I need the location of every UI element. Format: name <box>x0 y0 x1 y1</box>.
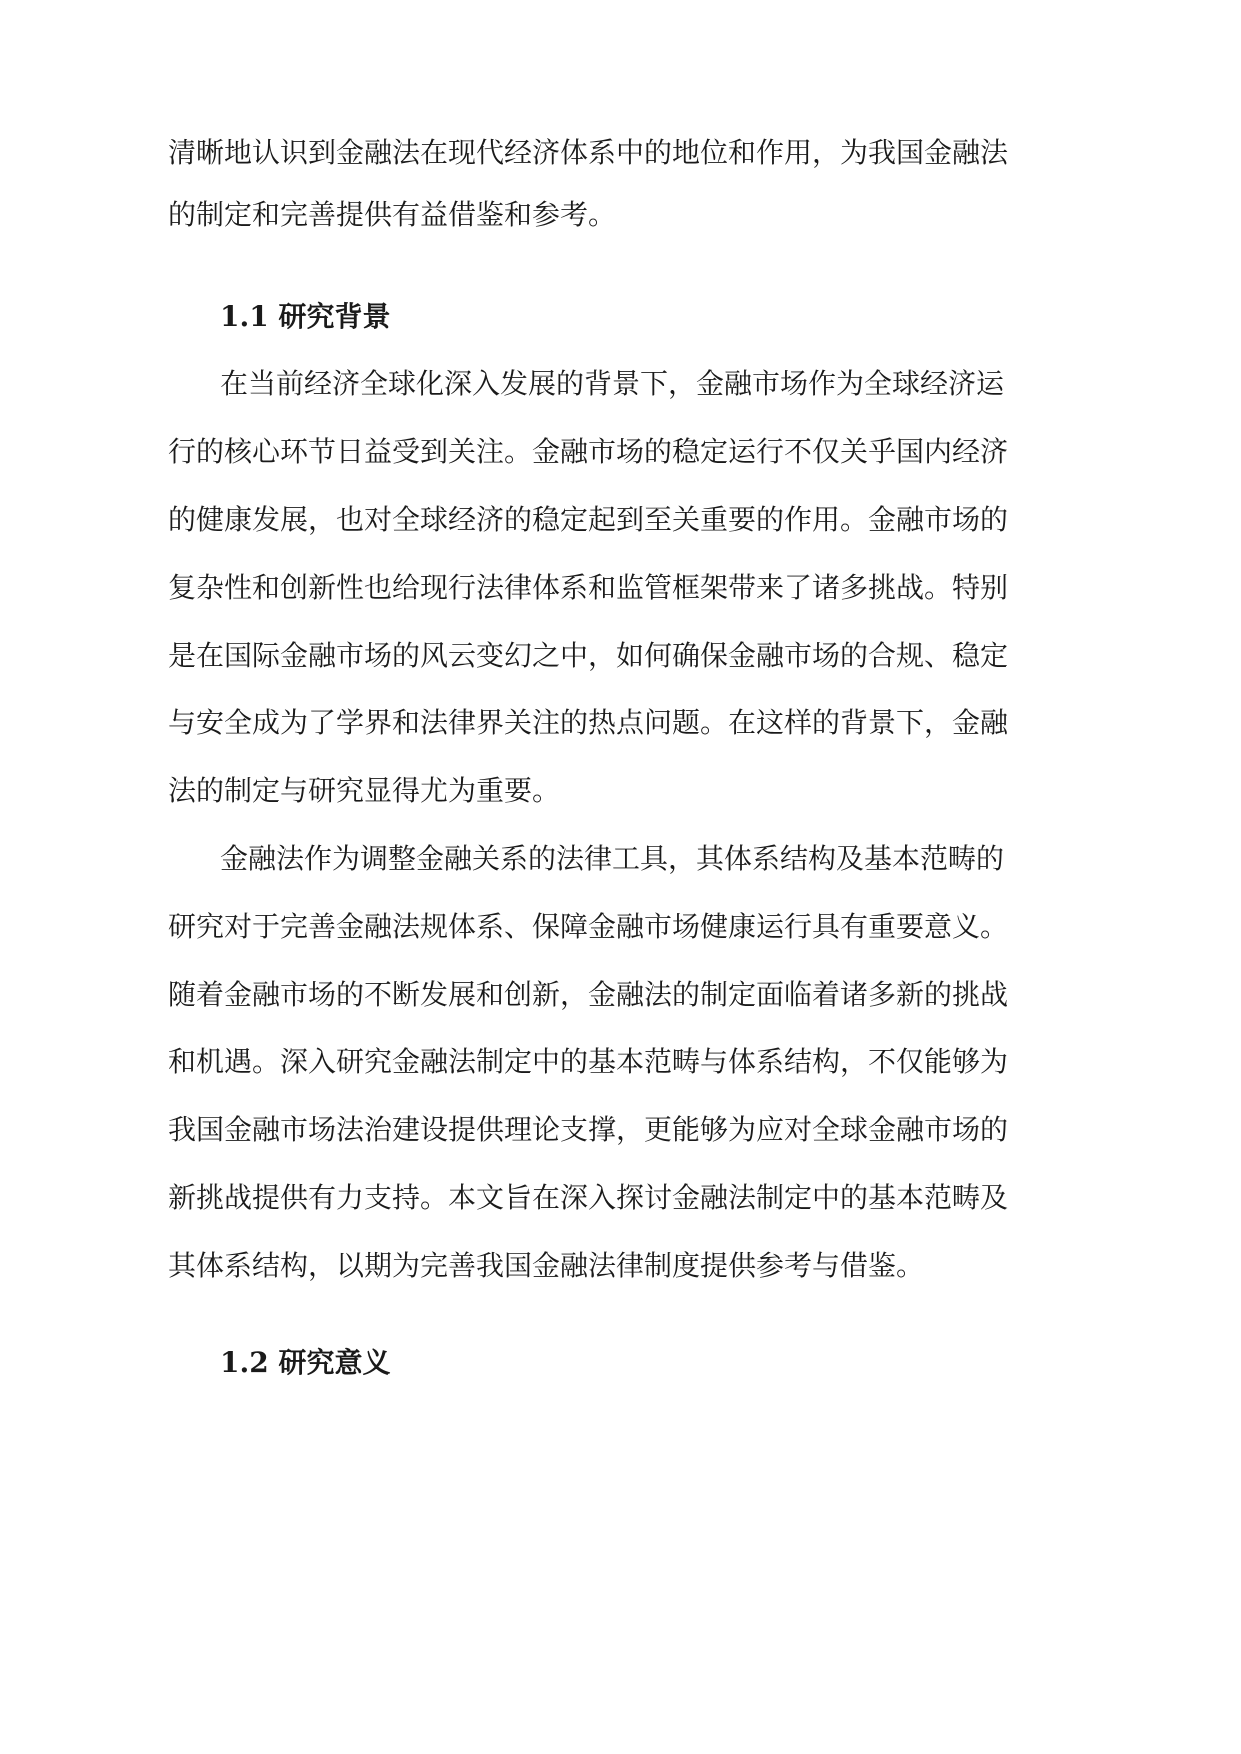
p1-line-2: 行的核心环节日益受到关注。金融市场的稳定运行不仅关乎国内经济 <box>168 435 1009 468</box>
p2-line-4: 和机遇。深入研究金融法制定中的基本范畴与体系结构，不仅能够为 <box>168 1045 1009 1078</box>
intro-line-2: 的制定和完善提供有益借鉴和参考。 <box>168 198 617 231</box>
p1-line-3: 的健康发展，也对全球经济的稳定起到至关重要的作用。金融市场的 <box>168 503 1009 536</box>
p1-line-7: 法的制定与研究显得尤为重要。 <box>168 774 561 807</box>
p2-line-2: 研究对于完善金融法规体系、保障金融市场健康运行具有重要意义。 <box>168 910 1009 943</box>
p1-line-5: 是在国际金融市场的风云变幻之中，如何确保金融市场的合规、稳定 <box>168 639 1009 672</box>
section-heading-1-1: 1.1 研究背景 <box>220 300 391 333</box>
p2-line-7: 其体系结构，以期为完善我国金融法律制度提供参考与借鉴。 <box>168 1249 925 1282</box>
p2-line-3: 随着金融市场的不断发展和创新，金融法的制定面临着诸多新的挑战 <box>168 978 1009 1011</box>
p1-line-6: 与安全成为了学界和法律界关注的热点问题。在这样的背景下，金融 <box>168 706 1009 739</box>
p2-line-1: 金融法作为调整金融关系的法律工具，其体系结构及基本范畴的 <box>220 842 1005 875</box>
section-heading-1-2: 1.2 研究意义 <box>220 1346 391 1379</box>
intro-line-1: 清晰地认识到金融法在现代经济体系中的地位和作用，为我国金融法 <box>168 136 1009 169</box>
p2-line-6: 新挑战提供有力支持。本文旨在深入探讨金融法制定中的基本范畴及 <box>168 1181 1009 1214</box>
p1-line-4: 复杂性和创新性也给现行法律体系和监管框架带来了诸多挑战。特别 <box>168 571 1009 604</box>
p1-line-1: 在当前经济全球化深入发展的背景下，金融市场作为全球经济运 <box>220 367 1005 400</box>
p2-line-5: 我国金融市场法治建设提供理论支撑，更能够为应对全球金融市场的 <box>168 1113 1009 1146</box>
